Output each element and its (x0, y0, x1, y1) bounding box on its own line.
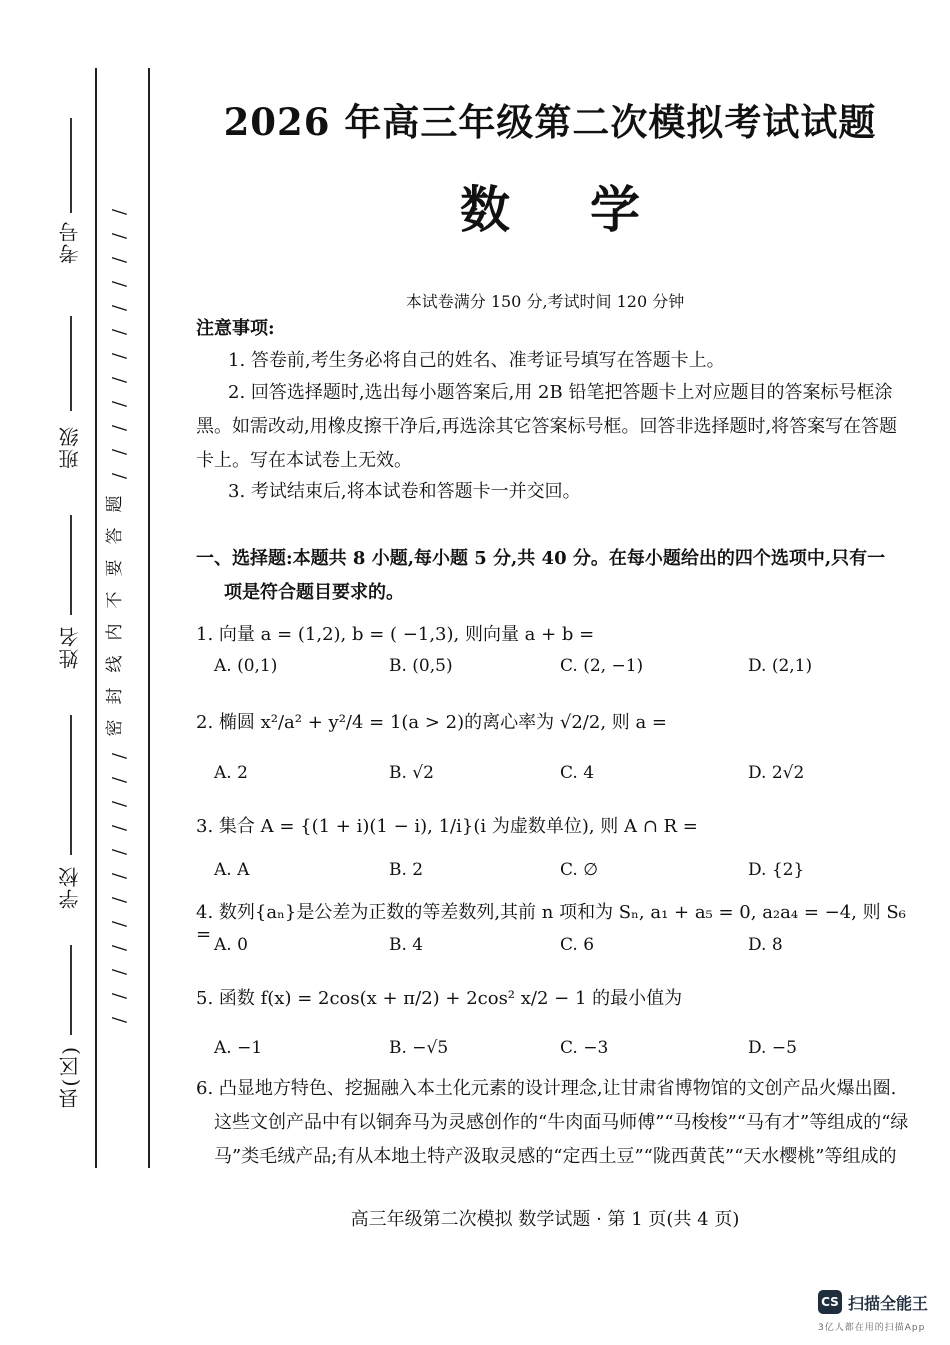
option-d: D. −5 (748, 1038, 797, 1058)
field-rule (70, 945, 72, 1035)
notice-item: 2. 回答选择题时,选出每小题答案后,用 2B 铅笔把答题卡上对应题目的答案标号框涂黑。如需改动,用橡皮擦干净后,再选涂其它答案标号框。回答非选择题时,将答案写在答题卡上。写在本试卷上无效。 (196, 382, 898, 471)
section-heading (196, 542, 901, 610)
subject-title: 数学 (460, 180, 720, 239)
option-a: A. 0 (214, 935, 248, 955)
seal-char: 题 (105, 495, 125, 513)
option-d: D. 8 (748, 935, 783, 955)
seal-char: 线 (105, 655, 125, 673)
question-stem: 1. 向量 a = (1,2), b = ( −1,3), 则向量 a + b = (196, 624, 595, 645)
field-name: 姓名 (58, 625, 82, 669)
scanner-name: 扫描全能王 (848, 1293, 929, 1313)
question-stem: 3. 集合 A = {(1 + i)(1 − i), 1/i}(i 为虚数单位), 则 A ∩ R = (196, 816, 698, 837)
seal-char: 内 (105, 623, 125, 641)
notice-item: 1. 答卷前,考生务必将自己的姓名、准考证号填写在答题卡上。 (228, 350, 725, 371)
option-d: D. {2} (748, 860, 805, 880)
notice-heading: 注意事项: (196, 318, 275, 339)
question-stem: 6. 凸显地方特色、挖掘融入本土化元素的设计理念,让甘肃省博物馆的文创产品火爆出圈. 这些文创产品中有以铜奔马为灵感创作的“牛肉面马师傅”“马梭梭”“马有才”等组成的“绿马”类毛绒产品;有从本地土特产汲取灵感的“定西土豆”“陇西黄芪”“天水樱桃”等组成的 (196, 1078, 909, 1167)
field-rule (70, 316, 72, 411)
field-county: 县(区) (58, 1045, 82, 1109)
seal-char: 密 (105, 719, 125, 737)
option-b: B. 2 (389, 860, 424, 880)
field-rule (70, 118, 72, 213)
question-stem: 2. 椭圆 x²/a² + y²/4 = 1(a > 2)的离心率为 √2/2, 则 a = (196, 712, 668, 733)
seal-char: 要 (105, 559, 125, 577)
option-a: A. (0,1) (214, 656, 278, 676)
scanner-logo (818, 1290, 928, 1314)
seal-char: 封 (105, 687, 125, 705)
notice-item: 3. 考试结束后,将本试卷和答题卡一并交回。 (228, 481, 581, 502)
option-a: A. A (214, 860, 250, 880)
option-b: B. √2 (389, 763, 434, 783)
field-exam-number: 考号 (58, 220, 82, 264)
seal-char: 答 (105, 527, 125, 545)
section-heading-text: 一、选择题:本题共 8 小题,每小题 5 分,共 40 分。在每小题给出的四个选项中,只有一项是符合题目要求的。 (196, 548, 886, 603)
option-c: C. ∅ (560, 860, 599, 880)
option-b: B. 4 (389, 935, 424, 955)
field-rule (70, 515, 72, 615)
exam-info: 本试卷满分 150 分,考试时间 120 分钟 (405, 292, 685, 311)
field-rule (70, 715, 72, 855)
option-b: B. −√5 (389, 1038, 449, 1058)
option-c: C. 6 (560, 935, 595, 955)
option-a: A. −1 (214, 1038, 263, 1058)
field-class: 班级 (58, 425, 82, 469)
option-b: B. (0,5) (389, 656, 453, 676)
option-d: D. 2√2 (748, 763, 805, 783)
option-c: C. −3 (560, 1038, 609, 1058)
option-c: C. 4 (560, 763, 595, 783)
binding-line-outer (95, 68, 97, 1168)
field-school: 学校 (58, 865, 82, 909)
seal-char: 不 (105, 591, 125, 609)
question-stem: 5. 函数 f(x) = 2cos(x + π/2) + 2cos² x/2 − 1 的最小值为 (196, 988, 683, 1009)
question-stem: 4. 数列{aₙ}是公差为正数的等差数列,其前 n 项和为 Sₙ, a₁ + a₅ = 0, a₂a₄ = −4, 则 S₆ = (196, 902, 906, 945)
option-a: A. 2 (214, 763, 248, 783)
seal-line: / / / / / / / / / / / / 题 答 要 不 内 线 封 密 / / / / / / / / / / / / (108, 200, 138, 1040)
page-footer: 高三年级第二次模拟 数学试题 · 第 1 页(共 4 页) (350, 1209, 740, 1230)
option-c: C. (2, −1) (560, 656, 644, 676)
cs-badge-icon: CS (818, 1290, 842, 1314)
scanner-tagline: 3亿人都在用的扫描App (818, 1323, 926, 1333)
option-d: D. (2,1) (748, 656, 813, 676)
exam-title: 2026 年高三年级第二次模拟考试试题 (223, 100, 877, 144)
